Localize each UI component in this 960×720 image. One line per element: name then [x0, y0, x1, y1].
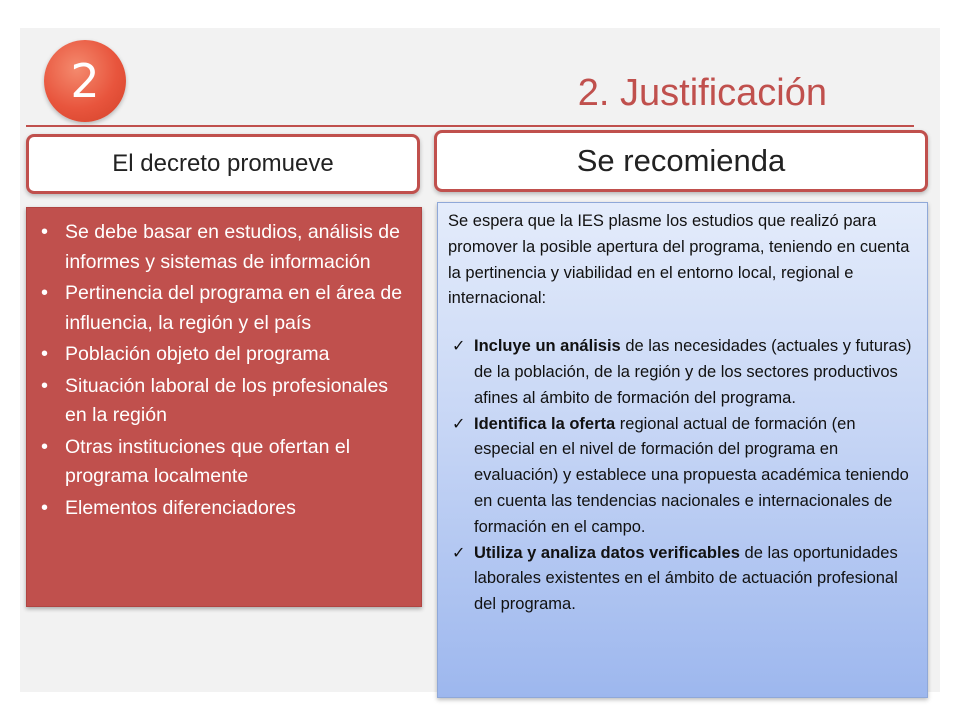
list-item: [39, 340, 407, 370]
slide-number-badge: 2: [44, 40, 126, 122]
right-panel-intro: Se espera que la IES plasme los estudios que realizó para promover la posible apertura del programa, teniendo en cuenta la pertinencia y viabilidad en el entorno local, regional e internacional:: [448, 212, 910, 308]
list-item: [39, 494, 407, 524]
recommendation-text: regional actual de formación (en especial en el nivel de formación del programa en evaluación) y establece una propuesta académica teniendo en cuenta las tendencias nacionales e internacionales de formación en el campo.: [474, 414, 909, 536]
recommendation-item: [448, 541, 915, 618]
slide-title: 2. Justificación: [577, 72, 827, 114]
recommendation-bold: Incluye un análisis: [474, 337, 621, 356]
list-item: [39, 372, 407, 431]
left-panel-header-label: El decreto promueve: [112, 150, 334, 177]
list-item-text: Pertinencia del programa en el área de influencia, la región y el país: [65, 282, 403, 334]
list-item: [39, 218, 407, 277]
right-panel-header-label: Se recomienda: [576, 143, 786, 178]
list-item: [39, 433, 407, 492]
list-item-text: Se debe basar en estudios, análisis de informes y sistemas de información: [65, 221, 400, 273]
right-panel-content: [437, 202, 928, 698]
recommendation-text: de las necesidades (actuales y futuras) de la población, de la región y de los sectores productivos afines al ámbito de formación del programa.: [474, 337, 912, 407]
checkmark-icon: ✓: [452, 415, 466, 433]
list-item-text: Población objeto del programa: [65, 343, 330, 365]
recommendation-item: [448, 412, 915, 541]
recommendation-bold: Identifica la oferta: [474, 414, 616, 433]
right-panel-header: [434, 130, 928, 192]
checkmark-icon: ✓: [452, 544, 466, 562]
list-item-text: Otras instituciones que ofertan el programa localmente: [65, 435, 351, 487]
recommendation-item: [448, 334, 915, 411]
list-item-text: Situación laboral de los profesionales en la región: [65, 374, 389, 426]
recommendation-bold: Utiliza y analiza datos verificables: [474, 543, 740, 562]
recommendation-text: de las oportunidades laborales existentes en el ámbito de actuación profesional del programa.: [474, 543, 898, 614]
left-panel-list: [26, 207, 422, 607]
title-divider: [26, 125, 914, 127]
left-panel-header: [26, 134, 420, 194]
list-item-text: Elementos diferenciadores: [65, 496, 296, 519]
checkmark-icon: ✓: [452, 338, 466, 356]
list-item: [39, 279, 407, 338]
